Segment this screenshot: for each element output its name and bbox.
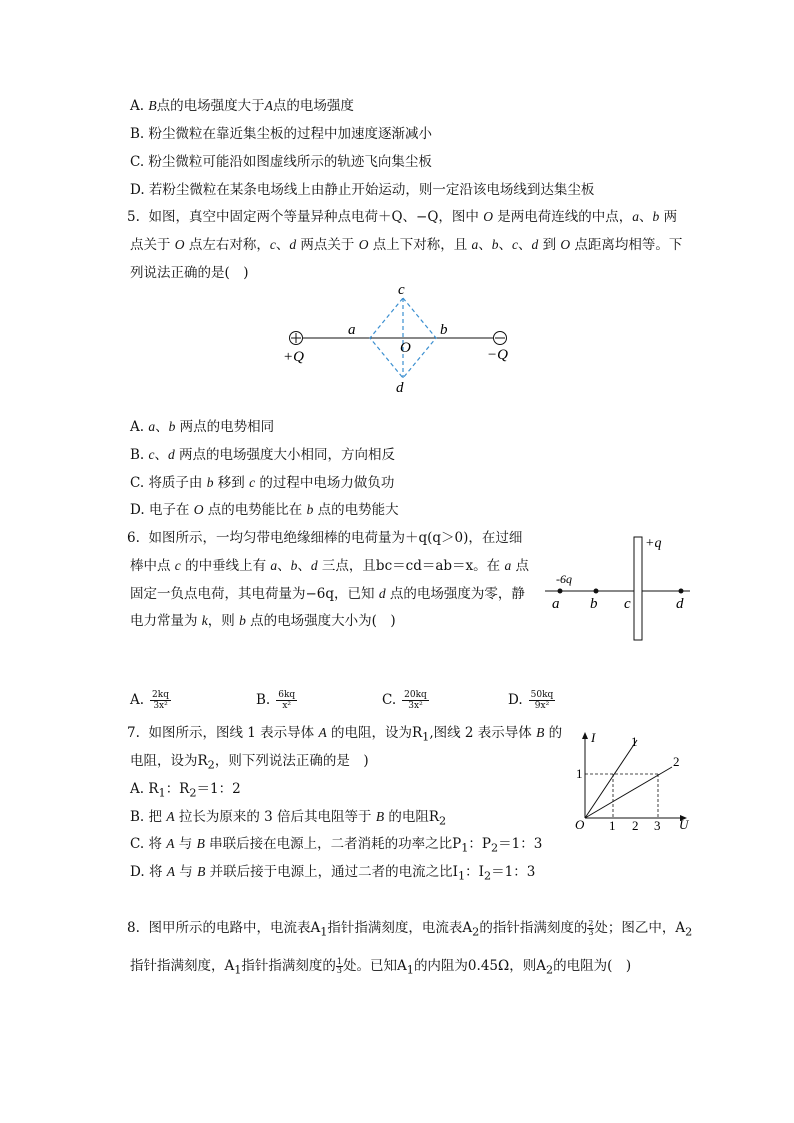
- q6-figure: [540, 534, 700, 644]
- label-i: I: [591, 730, 596, 745]
- point-a: [558, 589, 563, 594]
- q5-stem-line3: 列说法正确的是( ): [130, 265, 249, 281]
- q5-stem-line2: 点关于 O 点左右对称，c、d 两点关于 O 点上下对称，且 a、b、c、d 到 O 点距离均相等。下: [130, 237, 683, 253]
- q7-stem-line1: 7. 如图所示，图线 1 表示导体 A 的电阻，设为$R_1$,图线 2 表示导体 B 的: [127, 725, 563, 744]
- tick-x-1: 1: [609, 818, 616, 833]
- label-d: d: [676, 596, 684, 612]
- q5-option-d: D. 电子在 O 点的电势能比在 b 点的电势能大: [130, 502, 399, 518]
- positive-charge-icon: [290, 332, 303, 345]
- q6-stem-line4: 电力常量为 k，则 b 点的电场强度大小为( ): [130, 613, 396, 629]
- q5-stem-line1: 5. 如图，真空中固定两个等量异种点电荷＋Q、−Q，图中 O 是两电荷连线的中点，a、b 两: [127, 209, 678, 225]
- q7-iu-graph: [575, 728, 700, 833]
- q5-option-c: C. 将质子由 b 移到 c 的过程中电场力做负功: [130, 475, 395, 491]
- graph-line-2: [585, 767, 672, 818]
- q6-stem-line3: 固定一负点电荷，其电荷量为−6q，已知 d 点的电场强度为零，静: [130, 586, 525, 602]
- q4-option-a: A. B点的电场强度大于A点的电场强度: [130, 98, 354, 114]
- tick-x-2: 2: [632, 818, 639, 833]
- q5-option-a: A. a、b 两点的电势相同: [130, 419, 275, 435]
- label-d: d: [396, 380, 404, 396]
- tick-x-3: 3: [654, 818, 661, 833]
- label-a: a: [348, 322, 356, 338]
- q7-option-c: C. 将 A 与 B 串联后接在电源上，二者消耗的功率之比$P_1$：$P_2=1$：3: [130, 836, 543, 855]
- q5-figure: [275, 283, 525, 398]
- label-plus-q-rod: +q: [645, 536, 662, 551]
- q6-option-c: C. $\frac{20kq}{\text{3x²}}$: [382, 690, 427, 711]
- q6-option-b: B. $\frac{6kq}{\text{x²}}$: [256, 690, 296, 711]
- i-axis-arrow: [582, 732, 588, 739]
- label-c: c: [398, 282, 405, 298]
- tick-y-1: 1: [576, 766, 583, 781]
- label-b: b: [440, 322, 448, 338]
- q7-option-d: D. 将 A 与 B 并联后接于电源上，通过二者的电流之比$I_1$：$I_2=1$：3: [130, 864, 536, 883]
- q8-stem-line2: 指针指满刻度，$A_1$指针指满刻度的 $\frac{1}{3}$ 处。已知$A_1$的内阻为0.45Ω，则$A_2$的电阻为( ): [130, 957, 632, 977]
- q7-stem-line2: 电阻，设为$R_2$，则下列说法正确的是 ): [130, 753, 369, 772]
- label-minus-q: −Q: [487, 347, 508, 363]
- q5-option-b: B. c、d 两点的电场强度大小相同，方向相反: [130, 447, 396, 463]
- label-b: b: [590, 596, 598, 612]
- label-neg-6q: -6q: [556, 572, 572, 586]
- q4-option-c: C. 粉尘微粒可能沿如图虚线所示的轨迹飞向集尘板: [130, 154, 432, 170]
- label-a: a: [552, 596, 560, 612]
- label-origin: O: [575, 817, 585, 832]
- q6-stem-line1: 6. 如图所示，一均匀带电绝缘细棒的电荷量为＋q(q＞0)，在过细: [127, 530, 523, 546]
- q7-option-b: B. 把 A 拉长为原来的 3 倍后其电阻等于 B 的电阻$R_2$: [130, 809, 447, 828]
- point-d: [679, 589, 684, 594]
- charged-rod: [634, 537, 642, 640]
- label-c: c: [624, 596, 631, 612]
- point-b: [594, 589, 599, 594]
- q6-stem-line2: 棒中点 c 的中垂线上有 a、b、d 三点，且bc＝cd＝ab＝x。在 a 点: [130, 558, 529, 574]
- label-line-2: 2: [673, 754, 680, 769]
- q8-stem-line1: 8. 图甲所示的电路中，电流表$A_1$指针指满刻度，电流表$A_2$的指针指满刻度的 $\frac{2}{3}$ 处；图乙中，$A_2$: [127, 919, 693, 939]
- q4-option-d: D. 若粉尘微粒在某条电场线上由静止开始运动，则一定沿该电场线到达集尘板: [130, 182, 595, 198]
- label-plus-q: +Q: [283, 349, 304, 365]
- label-u: U: [679, 817, 689, 832]
- graph-line-1: [585, 740, 637, 818]
- label-o: O: [400, 340, 411, 356]
- negative-charge-icon: [494, 332, 507, 345]
- q6-option-d: D. $\frac{50kq}{\text{9x²}}$: [508, 690, 554, 711]
- q7-option-a: A. $R_1$：$R_2=1$：2: [130, 781, 241, 800]
- q4-option-b: B. 粉尘微粒在靠近集尘板的过程中加速度逐渐减小: [130, 126, 433, 142]
- q6-option-a: A. $\frac{2kq}{\text{3x²}}$: [130, 690, 169, 711]
- label-line-1: 1: [631, 734, 638, 749]
